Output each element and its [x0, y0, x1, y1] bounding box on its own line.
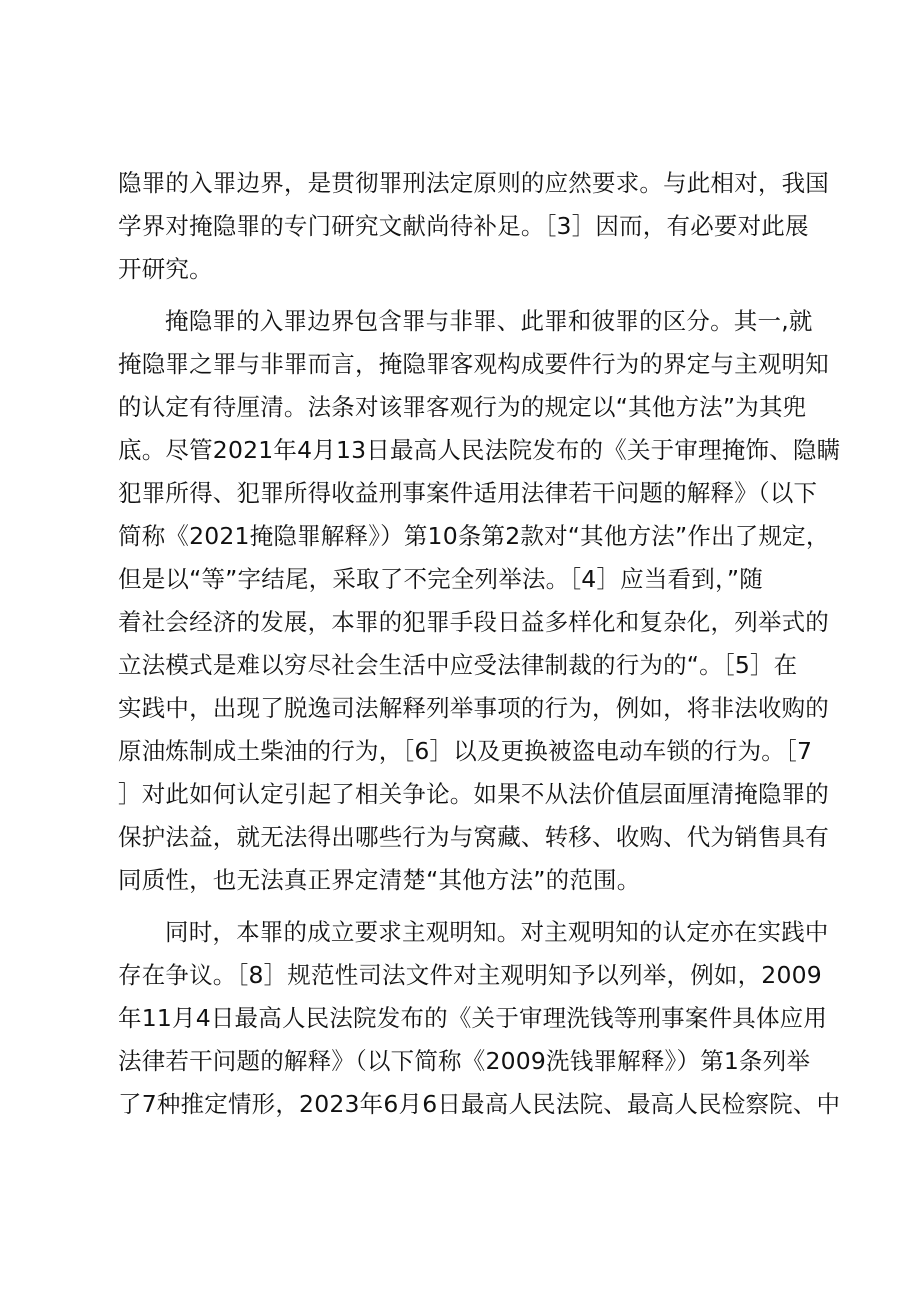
text-line: 开研究。	[118, 255, 213, 283]
text-line: 存在争议。［8］规范性司法文件对主观明知予以列举，例如，2009	[118, 961, 822, 989]
text-line: 了7种推定情形，2023年6月6日最高人民法院、最高人民检察院、中	[118, 1090, 841, 1118]
text-line: 掩隐罪的入罪边界包含罪与非罪、此罪和彼罪的区分。其一,就	[165, 307, 813, 335]
text-line: 年11月4日最高人民法院发布的《关于审理洗钱等刑事案件具体应用	[118, 1004, 828, 1032]
text-line: ］对此如何认定引起了相关争论。如果不从法价值层面厘清掩隐罪的	[118, 780, 829, 808]
text-line: 底。尽管2021年4月13日最高人民法院发布的《关于审理掩饰、隐瞒	[118, 436, 841, 464]
text-line: 法律若干问题的解释》（以下简称《2009洗钱罪解释》）第1条列举	[118, 1047, 811, 1075]
text-line: 立法模式是难以穷尽社会生活中应受法律制裁的行为的“。［5］在	[118, 651, 798, 679]
text-line: 着社会经济的发展，本罪的犯罪手段日益多样化和复杂化，列举式的	[118, 608, 829, 636]
text-line: 同时，本罪的成立要求主观明知。对主观明知的认定亦在实践中	[165, 918, 829, 946]
text-line: 但是以“等”字结尾，采取了不完全列举法。［4］应当看到，”随	[118, 565, 763, 593]
text-line: 原油炼制成土柴油的行为，［6］以及更换被盗电动车锁的行为。［7	[118, 737, 813, 765]
text-line: 保护法益，就无法得出哪些行为与窝藏、转移、收购、代为销售具有	[118, 823, 829, 851]
text-line: 简称《2021掩隐罪解释》）第10条第2款对“其他方法”作出了规定，	[118, 522, 830, 550]
text-line: 学界对掩隐罪的专门研究文献尚待补足。［3］因而，有必要对此展	[118, 212, 809, 240]
text-line: 同质性，也无法真正界定清楚“其他方法”的范围。	[118, 866, 641, 894]
text-line: 实践中，出现了脱逸司法解释列举事项的行为，例如，将非法收购的	[118, 694, 829, 722]
text-line: 犯罪所得、犯罪所得收益刑事案件适用法律若干问题的解释》（以下	[118, 479, 818, 507]
text-line: 隐罪的入罪边界，是贯彻罪刑法定原则的应然要求。与此相对，我国	[118, 169, 829, 197]
text-line: 掩隐罪之罪与非罪而言，掩隐罪客观构成要件行为的界定与主观明知	[118, 350, 829, 378]
text-line: 的认定有待厘清。法条对该罪客观行为的规定以“其他方法”为其兜	[118, 393, 807, 421]
